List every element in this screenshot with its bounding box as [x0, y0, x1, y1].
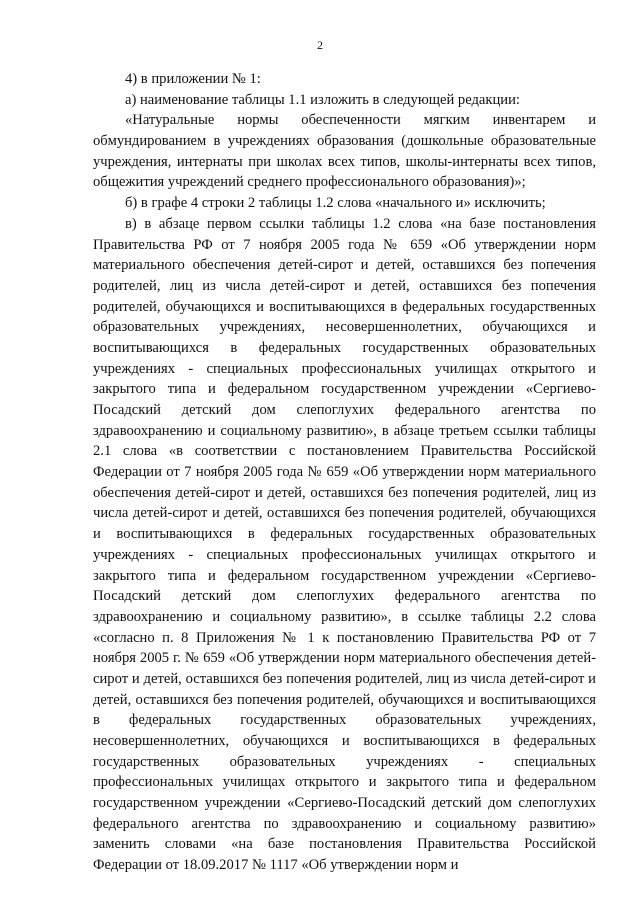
paragraph-subitem-v: в) в абзаце первом ссылки таблицы 1.2 слова «на базе постановления Правительства РФ от 7 ноября 2005 года № 659 «Об утверждении норм материального обеспечения детей-сирот и детей, оставшихся без попечения родителей, лиц из числа детей-сирот и детей, оставшихся без попечения родителей, обучающихся и воспитывающихся в федеральных государственных образовательных учреждениях, несовершеннолетних, обучающихся и воспитывающихся в федеральных государственных образовательных учреждениях - специальных профессиональных училищах открытого и закрытого типа и федеральном государственном учреждении «Сергиево-Посадский детский дом слепоглухих федерального агентства по здравоохранению и социальному развитию», в абзаце третьем ссылки таблицы 2.1 слова «в соответствии с постановлением Правительства Российской Федерации от 7 ноября 2005 года № 659 «Об утверждении норм материального обеспечения детей-сирот и детей, оставшихся без попечения родителей, лиц из числа детей-сирот и детей, оставшихся без попечения родителей, обучающихся и воспитывающихся в федеральных государственных образовательных учреждениях - специальных профессиональных училищах открытого и закрытого типа и федеральном государственном учреждении «Сергиево-Посадский детский дом слепоглухих федерального агентства по здравоохранению и социальному развитию», в ссылке таблицы 2.2 слова «согласно п. 8 Приложения № 1 к постановлению Правительства РФ от 7 ноября 2005 г. № 659 «Об утверждении норм материального обеспечения детей-сирот и детей, оставшихся без попечения родителей, лиц из числа детей-сирот и детей, оставшихся без попечения родителей, обучающихся и воспитывающихся в федеральных государственных образовательных учреждениях, несовершеннолетних, обучающихся и воспитывающихся в федеральных государственных образовательных учреждениях - специальных профессиональных училищах открытого и закрытого типа и федеральном государственном учреждении «Сергиево-Посадский детский дом слепоглухих федерального агентства по здравоохранению и социальному развитию» заменить словами «на базе постановления Правительства Российской Федерации от 18.09.2017 № 1117 «Об утверждении норм и: [93, 215, 596, 874]
paragraph-subitem-a: а) наименование таблицы 1.1 изложить в следующей редакции:: [125, 91, 520, 108]
paragraph-item-4-heading: 4) в приложении № 1:: [125, 71, 261, 87]
document-body: [93, 69, 596, 876]
page-number: 2: [317, 38, 323, 52]
paragraph-table-title-quote: «Натуральные нормы обеспеченности мягким инвентарем и обмундированием в учреждениях образования (дошкольные образовательные учреждения, интернаты при школах всех типов, школы-интернаты всех типов, общежития учреждений среднего профессионального образования)»;: [93, 112, 596, 191]
paragraph-subitem-b: б) в графе 4 строки 2 таблицы 1.2 слова «начального и» исключить;: [125, 195, 546, 212]
